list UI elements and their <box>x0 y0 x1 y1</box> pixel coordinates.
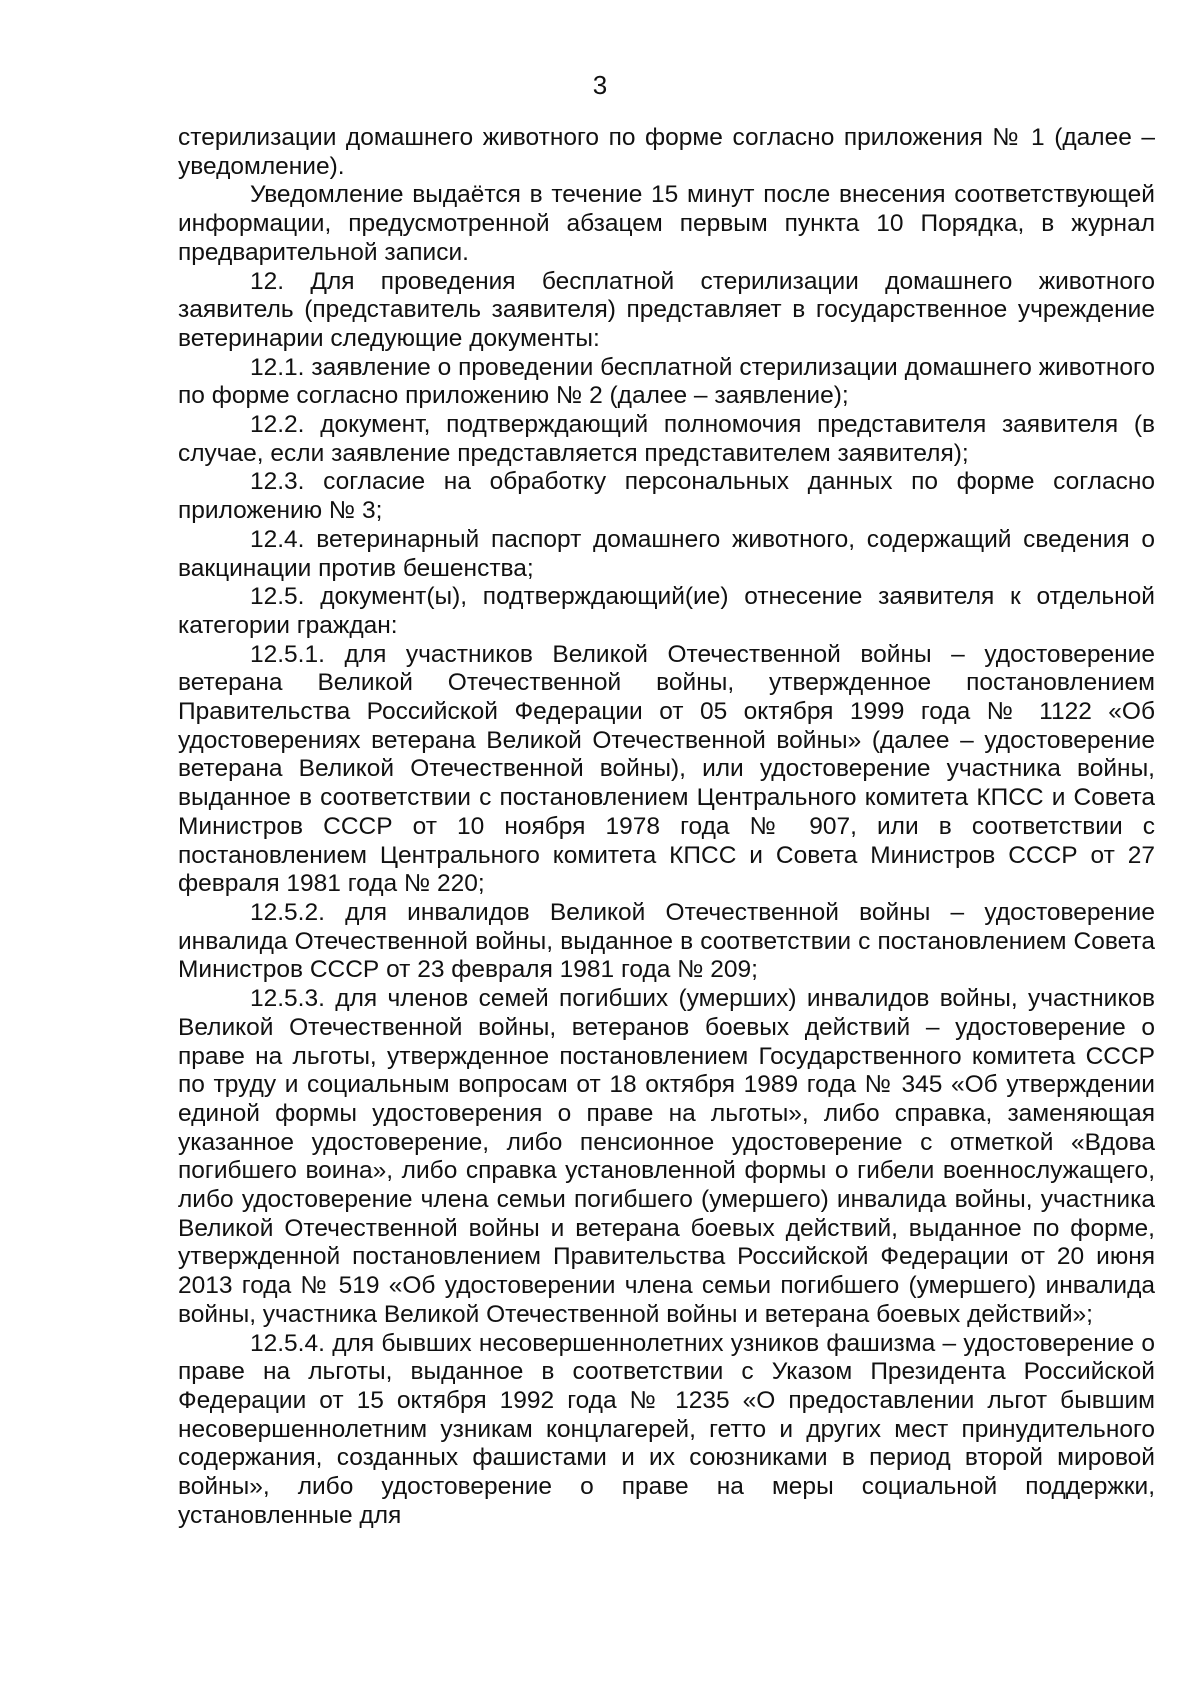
paragraph-item-12-1: 12.1. заявление о проведении бесплатной стерилизации домашнего животного по форме согласно приложению № 2 (далее – заявление); <box>178 353 1155 410</box>
document-body <box>178 124 1155 1530</box>
page-number: 3 <box>592 70 608 100</box>
paragraph-item-12-5: 12.5. документ(ы), подтверждающий(ие) отнесение заявителя к отдельной категории граждан: <box>178 583 1155 639</box>
paragraph-item-12-5-1: 12.5.1. для участников Великой Отечественной войны – удостоверение ветерана Великой Отечественной войны, утвержденное постановлением Правительства Российской Федерации от 05 октября 1999 года № 1122 «Об удостоверениях ветерана Великой Отечественной войны» (далее – удостоверение ветерана Великой Отечественной войны), или удостоверение участника войны, выданное в соответствии с постановлением Центрального комитета КПСС и Совета Министров СССР от 10 ноября 1978 года № 907, или в соответствии с постановлением Центрального комитета КПСС и Совета Министров СССР от 27 февраля 1981 года № 220; <box>178 640 1155 898</box>
paragraph-item-12-4: 12.4. ветеринарный паспорт домашнего животного, содержащий сведения о вакцинации против бешенства; <box>178 525 1155 582</box>
paragraph-item-12: 12. Для проведения бесплатной стерилизации домашнего животного заявитель (представитель заявителя) представляет в государственное учреждение ветеринарии следующие документы: <box>178 267 1155 352</box>
paragraph-item-12-2: 12.2. документ, подтверждающий полномочия представителя заявителя (в случае, если заявление представляется представителем заявителя); <box>178 411 1155 467</box>
paragraph-sterilization-notice-continuation: стерилизации домашнего животного по форме согласно приложения № 1 (далее – уведомление). <box>178 124 1155 180</box>
paragraph-notice-issuance: Уведомление выдаётся в течение 15 минут после внесения соответствующей информации, предусмотренной абзацем первым пункта 10 Порядка, в журнал предварительной записи. <box>178 181 1155 266</box>
paragraph-item-12-3: 12.3. согласие на обработку персональных данных по форме согласно приложению № 3; <box>178 468 1155 525</box>
paragraph-item-12-5-2: 12.5.2. для инвалидов Великой Отечественной войны – удостоверение инвалида Отечественной войны, выданное в соответствии с постановлением Совета Министров СССР от 23 февраля 1981 года № 209; <box>178 898 1155 984</box>
paragraph-item-12-5-4: 12.5.4. для бывших несовершеннолетних узников фашизма – удостоверение о праве на льготы, выданное в соответствии с Указом Президента Российской Федерации от 15 октября 1992 года № 1235 «О предоставлении льгот бывшим несовершеннолетним узникам концлагерей, гетто и других мест принудительного содержания, созданных фашистами и их союзниками в период второй мировой войны», либо удостоверение о праве на меры социальной поддержки, установленные для <box>178 1329 1155 1529</box>
paragraph-item-12-5-3: 12.5.3. для членов семей погибших (умерших) инвалидов войны, участников Великой Отечественной войны, ветеранов боевых действий – удостоверение о праве на льготы, утвержденное постановлением Государственного комитета СССР по труду и социальным вопросам от 18 октября 1989 года № 345 «Об утверждении единой формы удостоверения о праве на льготы», либо справка, заменяющая указанное удостоверение, либо пенсионное удостоверение с отметкой «Вдова погибшего воина», либо справка установленной формы о гибели военнослужащего, либо удостоверение члена семьи погибшего (умершего) инвалида войны, участника Великой Отечественной войны и ветерана боевых действий, выданное по форме, утвержденной постановлением Правительства Российской Федерации от 20 июня 2013 года № 519 «Об удостоверении члена семьи погибшего (умершего) инвалида войны, участника Великой Отечественной войны и ветерана боевых действий»; <box>178 985 1155 1328</box>
